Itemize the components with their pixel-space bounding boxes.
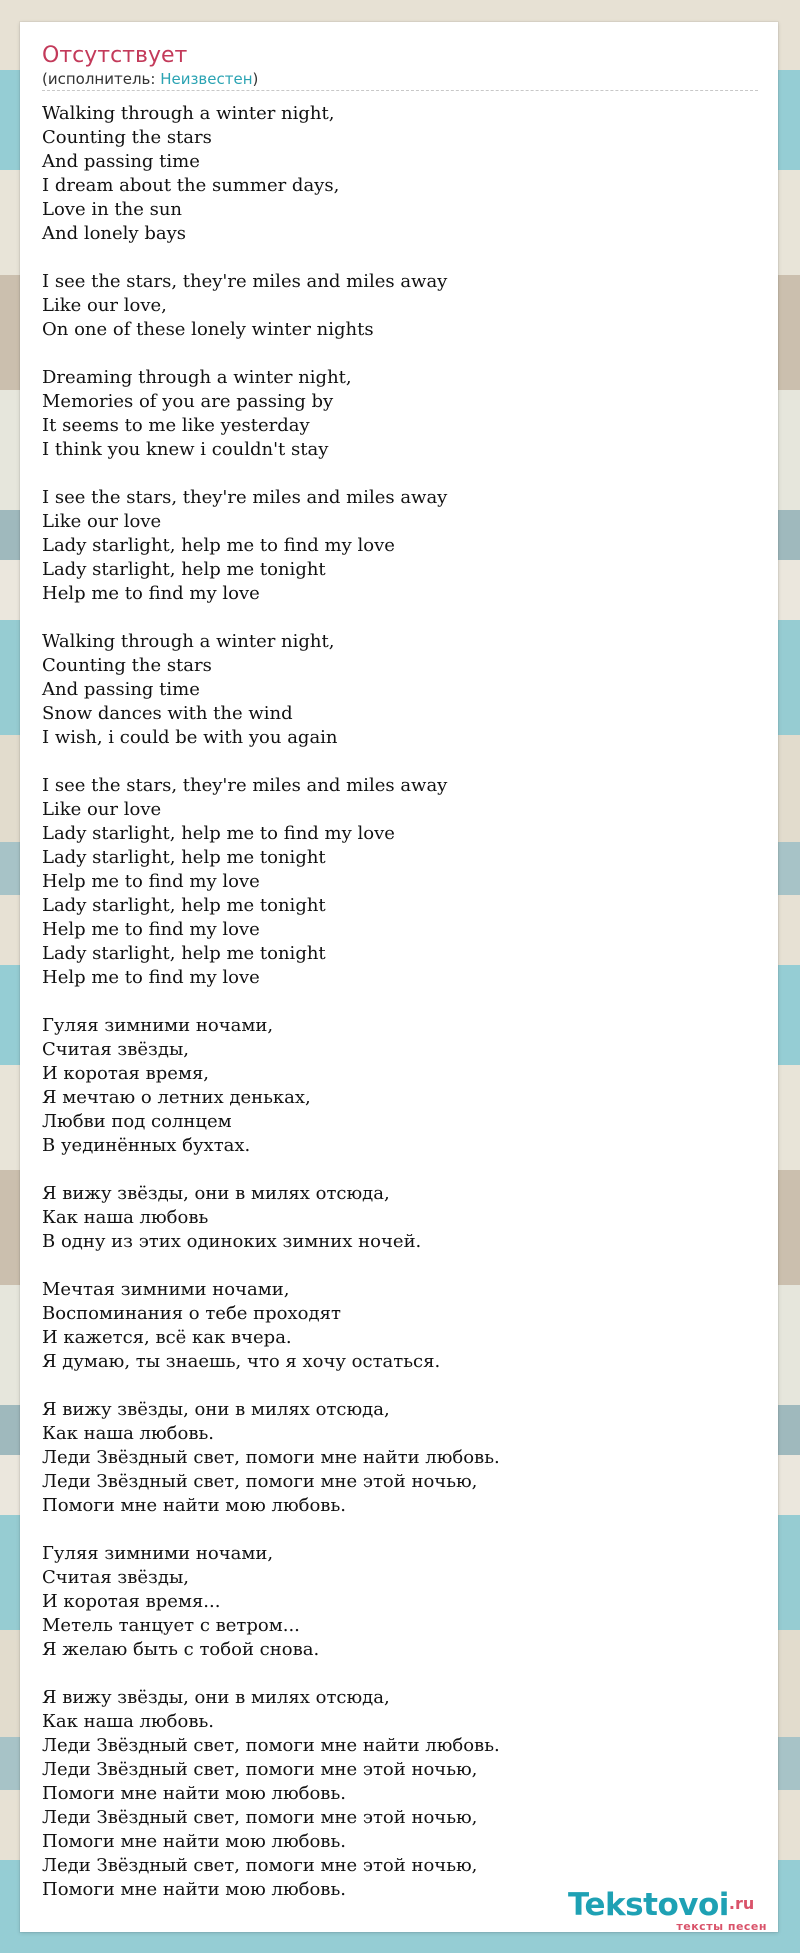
artist-line xyxy=(42,70,758,88)
lyrics-line: I see the stars, they're miles and miles away xyxy=(42,487,448,508)
lyrics-card xyxy=(20,22,778,1932)
lyrics-blank-line xyxy=(42,342,758,366)
lyrics-line: Help me to find my love xyxy=(42,871,260,892)
lyrics-line: And passing time xyxy=(42,151,200,172)
lyrics-blank-line xyxy=(42,606,758,630)
artist-link[interactable]: Неизвестен xyxy=(160,70,253,88)
lyrics-line: Walking through a winter night, xyxy=(42,103,335,124)
song-title: Отсутствует xyxy=(42,43,188,68)
lyrics-line: And lonely bays xyxy=(42,223,186,244)
lyrics-blank-line xyxy=(42,750,758,774)
lyrics-line: Lady starlight, help me tonight xyxy=(42,559,326,580)
lyrics-blank-line xyxy=(42,1374,758,1398)
lyrics-blank-line xyxy=(42,1662,758,1686)
lyrics-line: Гуляя зимними ночами, xyxy=(42,1015,274,1036)
lyrics-line: В одну из этих одиноких зимних ночей. xyxy=(42,1231,422,1252)
lyrics-line: I think you knew i couldn't stay xyxy=(42,439,329,460)
lyrics-blank-line xyxy=(42,1518,758,1542)
lyrics-blank-line xyxy=(42,246,758,270)
lyrics-line: Леди Звёздный свет, помоги мне этой ночью, xyxy=(42,1471,478,1492)
logo-tld: .ru xyxy=(728,1894,755,1913)
lyrics-blank-line xyxy=(42,990,758,1014)
lyrics-line: Я вижу звёзды, они в милях отсюда, xyxy=(42,1399,390,1420)
lyrics-line: Как наша любовь. xyxy=(42,1711,214,1732)
lyrics-line: Любви под солнцем xyxy=(42,1111,232,1132)
lyrics-line: Memories of you are passing by xyxy=(42,391,334,412)
lyrics-line: Walking through a winter night, xyxy=(42,631,335,652)
lyrics-line: Считая звёзды, xyxy=(42,1039,189,1060)
lyrics-line: Lady starlight, help me tonight xyxy=(42,895,326,916)
lyrics-line: Lady starlight, help me tonight xyxy=(42,847,326,868)
lyrics-line: Считая звёзды, xyxy=(42,1567,189,1588)
lyrics-line: И коротая время... xyxy=(42,1591,221,1612)
lyrics-line: Как наша любовь. xyxy=(42,1423,214,1444)
lyrics-line: Леди Звёздный свет, помоги мне этой ночью, xyxy=(42,1807,478,1828)
lyrics-line: Help me to find my love xyxy=(42,583,260,604)
lyrics-line: Помоги мне найти мою любовь. xyxy=(42,1879,346,1900)
lyrics-line: On one of these lonely winter nights xyxy=(42,319,374,340)
lyrics-line: Lady starlight, help me to find my love xyxy=(42,823,395,844)
lyrics-line: Я желаю быть с тобой снова. xyxy=(42,1639,320,1660)
lyrics-text xyxy=(42,102,758,1902)
lyrics-blank-line xyxy=(42,1254,758,1278)
lyrics-line: Like our love, xyxy=(42,295,167,316)
lyrics-line: Я вижу звёзды, они в милях отсюда, xyxy=(42,1687,390,1708)
lyrics-line: Counting the stars xyxy=(42,655,212,676)
artist-prefix: (исполнитель: xyxy=(42,70,161,88)
lyrics-line: Воспоминания о тебе проходят xyxy=(42,1303,341,1324)
lyrics-line: Я мечтаю о летних деньках, xyxy=(42,1087,311,1108)
lyrics-line: Dreaming through a winter night, xyxy=(42,367,352,388)
lyrics-line: Like our love xyxy=(42,799,162,820)
lyrics-line: Lady starlight, help me to find my love xyxy=(42,535,395,556)
lyrics-line: Help me to find my love xyxy=(42,919,260,940)
lyrics-line: Леди Звёздный свет, помоги мне этой ночью, xyxy=(42,1759,478,1780)
lyrics-line: I wish, i could be with you again xyxy=(42,727,338,748)
lyrics-line: Помоги мне найти мою любовь. xyxy=(42,1831,346,1852)
lyrics-line: And passing time xyxy=(42,679,200,700)
song-header xyxy=(42,42,758,91)
lyrics-line: Snow dances with the wind xyxy=(42,703,293,724)
lyrics-line: Lady starlight, help me tonight xyxy=(42,943,326,964)
lyrics-blank-line xyxy=(42,462,758,486)
lyrics-blank-line xyxy=(42,1158,758,1182)
logo-main-text: Tekstovoi xyxy=(568,1887,729,1923)
lyrics-line: Love in the sun xyxy=(42,199,183,220)
tekstovoi-logo[interactable] xyxy=(568,1888,773,1932)
lyrics-line: I dream about the summer days, xyxy=(42,175,340,196)
lyrics-line: Я вижу звёзды, они в милях отсюда, xyxy=(42,1183,390,1204)
lyrics-line: Гуляя зимними ночами, xyxy=(42,1543,274,1564)
lyrics-line: It seems to me like yesterday xyxy=(42,415,310,436)
lyrics-line: Help me to find my love xyxy=(42,967,260,988)
lyrics-line: Метель танцует с ветром... xyxy=(42,1615,300,1636)
logo-tagline: тексты песен xyxy=(676,1920,767,1933)
lyrics-line: Как наша любовь xyxy=(42,1207,209,1228)
lyrics-line: И кажется, всё как вчера. xyxy=(42,1327,292,1348)
lyrics-line: I see the stars, they're miles and miles away xyxy=(42,775,448,796)
lyrics-line: Мечтая зимними ночами, xyxy=(42,1279,290,1300)
lyrics-line: Леди Звёздный свет, помоги мне найти любовь. xyxy=(42,1735,500,1756)
lyrics-line: Леди Звёздный свет, помоги мне этой ночью, xyxy=(42,1855,478,1876)
lyrics-line: Леди Звёздный свет, помоги мне найти любовь. xyxy=(42,1447,500,1468)
lyrics-line: В уединённых бухтах. xyxy=(42,1135,251,1156)
lyrics-line: И коротая время, xyxy=(42,1063,210,1084)
lyrics-line: Counting the stars xyxy=(42,127,212,148)
artist-suffix: ) xyxy=(252,70,259,88)
lyrics-line: Like our love xyxy=(42,511,162,532)
lyrics-line: Я думаю, ты знаешь, что я хочу остаться. xyxy=(42,1351,441,1372)
lyrics-line: Помоги мне найти мою любовь. xyxy=(42,1495,346,1516)
lyrics-line: I see the stars, they're miles and miles away xyxy=(42,271,448,292)
lyrics-line: Помоги мне найти мою любовь. xyxy=(42,1783,346,1804)
